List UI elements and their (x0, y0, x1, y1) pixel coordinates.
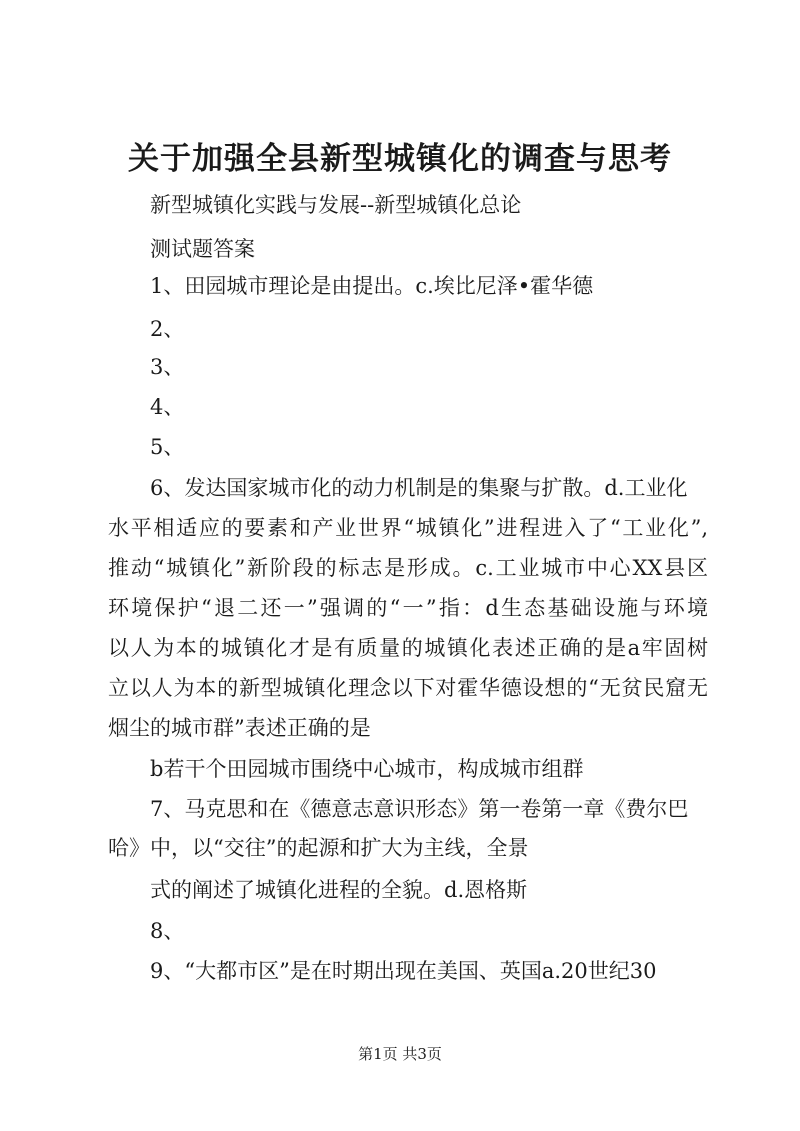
document-title: 关于加强全县新型城镇化的调查与思考 (128, 141, 672, 177)
answer-line: 2、 (150, 317, 185, 341)
answer-line: 9、“大都市区”是在时期出现在美国、英国a.20世纪30 (150, 959, 657, 983)
answer-line: 4、 (150, 395, 185, 419)
page-number-footer: 第1页 共3页 (358, 1045, 442, 1063)
answer-line: 推动“城镇化”新阶段的标志是形成。c.工业城市中心XX县区 (108, 556, 708, 580)
answer-line: 水平相适应的要素和产业世界“城镇化”进程进入了“工业化”, (108, 516, 708, 540)
document-subtitle: 新型城镇化实践与发展--新型城镇化总论 (150, 193, 522, 217)
answer-line: 5、 (150, 435, 185, 459)
answer-line: 环境保护“退二还一”强调的“一”指：d生态基础设施与环境 (108, 596, 708, 620)
answer-line: b若干个田园城市围绕中心城市，构成城市组群 (150, 757, 584, 781)
answer-line: 烟尘的城市群”表述正确的是 (108, 716, 371, 740)
answer-line: 1、田园城市理论是由提出。c.埃比尼泽•霍华德 (150, 274, 594, 298)
answer-line: 哈》中，以“交往”的起源和扩大为主线，全景 (108, 836, 529, 860)
answer-line: 以人为本的城镇化才是有质量的城镇化表述正确的是a牢固树 (108, 636, 708, 660)
answer-line: 立以人为本的新型城镇化理念以下对霍华德设想的“无贫民窟无 (108, 676, 708, 700)
answer-line: 7、马克思和在《德意志意识形态》第一卷第一章《费尔巴 (150, 797, 689, 821)
section-heading: 测试题答案 (150, 237, 255, 261)
answer-line: 8、 (150, 919, 185, 943)
answer-line: 6、发达国家城市化的动力机制是的集聚与扩散。d.工业化 (150, 476, 688, 500)
answer-line: 式的阐述了城镇化进程的全貌。d.恩格斯 (150, 878, 528, 902)
answer-line: 3、 (150, 355, 185, 379)
